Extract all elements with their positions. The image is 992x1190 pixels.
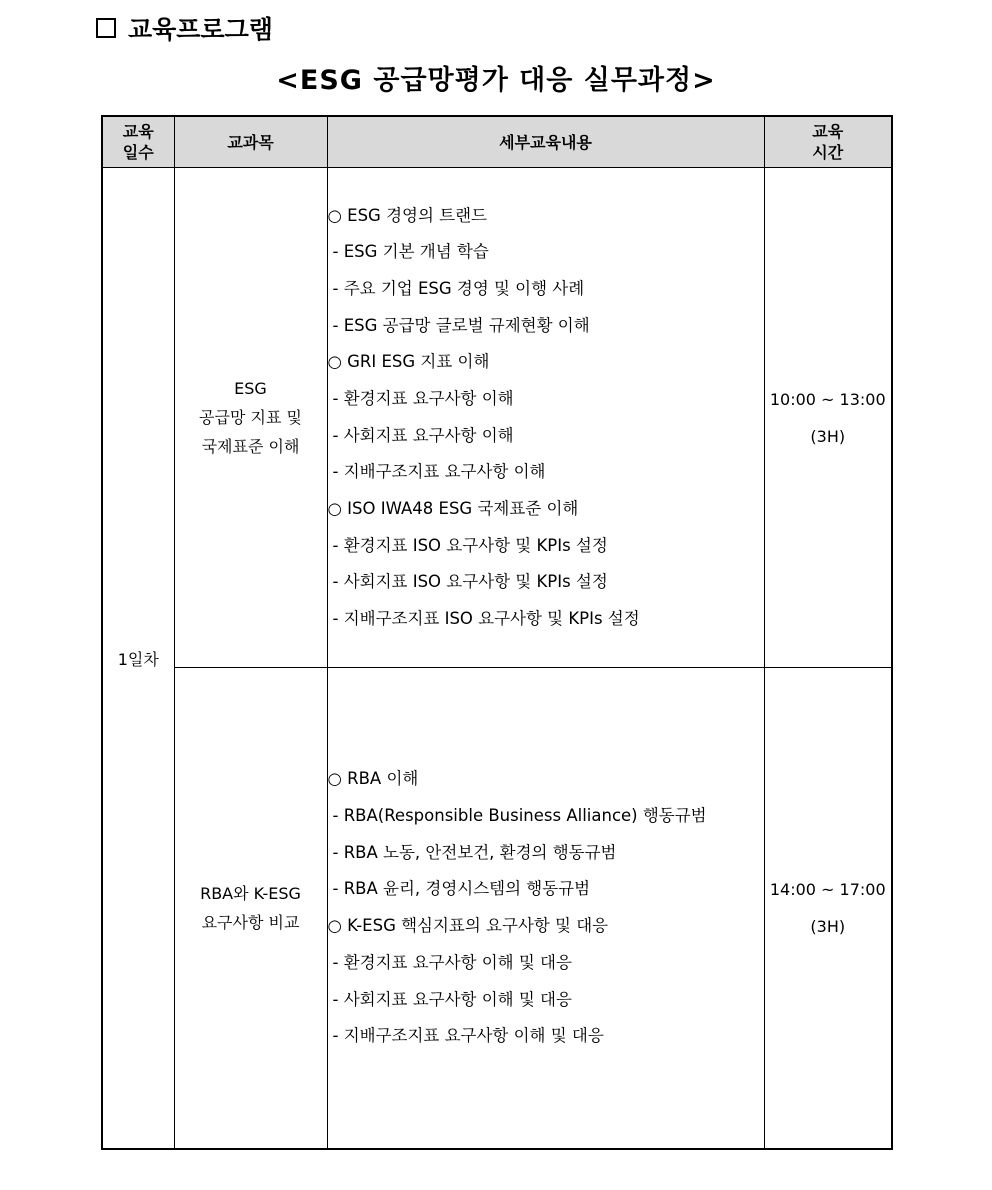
list-item: - 지배구조지표 요구사항 이해 및 대응: [332, 1026, 604, 1046]
list-item: - RBA 노동, 안전보건, 환경의 행동규범: [332, 842, 617, 862]
list-item: - 환경지표 요구사항 이해: [332, 388, 514, 408]
day-cell: 1일차: [102, 168, 174, 1150]
list-item: - 환경지표 요구사항 이해 및 대응: [332, 952, 572, 972]
page-title: <ESG 공급망평가 대응 실무과정>: [276, 65, 716, 96]
table-row: [102, 168, 892, 668]
list-item: - ESG 공급망 글로벌 규제현황 이해: [332, 315, 590, 335]
time-cell: [764, 168, 892, 668]
table-header-row: [102, 116, 892, 168]
list-item: - 지배구조지표 ISO 요구사항 및 KPIs 설정: [332, 609, 640, 629]
list-item: - RBA(Responsible Business Alliance) 행동규범: [332, 806, 707, 826]
list-item: ○ ESG 경영의 트랜드: [327, 205, 487, 225]
list-item: - 사회지표 요구사항 이해 및 대응: [332, 989, 572, 1009]
content-cell: [327, 668, 764, 1149]
time-range: 14:00 ~ 17:00: [769, 880, 886, 900]
checkbox-square-icon: [96, 18, 116, 38]
list-item: - 환경지표 ISO 요구사항 및 KPIs 설정: [332, 535, 608, 555]
list-item: ○ RBA 이해: [327, 769, 419, 789]
time-range: 10:00 ~ 13:00: [769, 389, 886, 409]
list-item: - 지배구조지표 요구사항 이해: [332, 462, 546, 482]
subject-cell: ESG 공급망 지표 및 국제표준 이해: [174, 168, 327, 668]
list-item: - 사회지표 요구사항 이해: [332, 425, 514, 445]
subject-cell: RBA와 K-ESG 요구사항 비교: [174, 668, 327, 1149]
header-subject: 교과목: [174, 116, 327, 168]
list-item: ○ GRI ESG 지표 이해: [327, 352, 490, 372]
time-cell: [764, 668, 892, 1149]
header-time: 교육 시간: [764, 116, 892, 168]
list-item: ○ K-ESG 핵심지표의 요구사항 및 대응: [327, 916, 609, 936]
table-row: [102, 668, 892, 1149]
duration: (3H): [810, 426, 846, 446]
section-heading-text: 교육프로그램: [128, 15, 273, 44]
list-item: - 사회지표 ISO 요구사항 및 KPIs 설정: [332, 572, 608, 592]
header-content: 세부교육내용: [327, 116, 764, 168]
list-item: - 주요 기업 ESG 경영 및 이행 사례: [332, 278, 585, 298]
header-day: 교육 일수: [102, 116, 174, 168]
section-heading: [96, 10, 273, 46]
list-item: - RBA 윤리, 경영시스템의 행동규범: [332, 879, 591, 899]
content-cell: [327, 168, 764, 668]
list-item: ○ ISO IWA48 ESG 국제표준 이해: [327, 499, 579, 518]
program-table: [101, 115, 893, 1150]
list-item: - ESG 기본 개념 학습: [332, 242, 489, 262]
duration: (3H): [810, 917, 846, 937]
